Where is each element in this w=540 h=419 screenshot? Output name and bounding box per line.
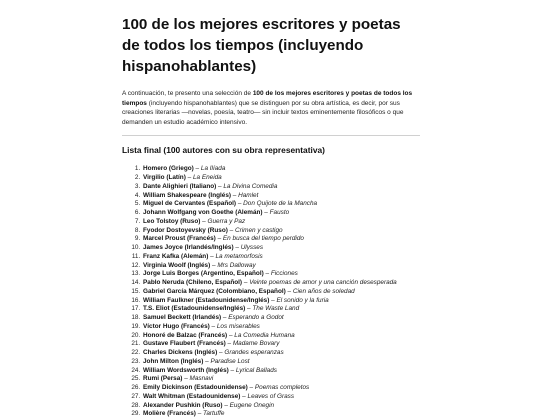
- work-title: Paradise Lost: [210, 357, 250, 365]
- work-title: Lyrical Ballads: [235, 366, 277, 374]
- work-title: La Eneida: [192, 174, 222, 182]
- author-name: Walt Whitman (Estadounidense): [143, 392, 241, 400]
- author-name: Marcel Proust (Francés): [143, 235, 216, 243]
- author-name: Homero (Griego): [143, 165, 194, 173]
- dash-separator: –: [247, 384, 255, 392]
- list-item: [142, 209, 420, 218]
- work-title: Eugene Onegin: [229, 401, 275, 409]
- dash-separator: –: [231, 191, 239, 199]
- author-name: Alexander Pushkin (Ruso): [143, 401, 223, 409]
- intro-paragraph: [122, 89, 420, 127]
- dash-separator: –: [200, 217, 208, 225]
- work-title: Tartuffe: [203, 410, 225, 418]
- dash-separator: –: [193, 165, 201, 173]
- intro-text-start: A continuación, te presento una selección de: [122, 90, 253, 97]
- intro-text-bold: 100 de los mejores escritores y poetas de todos los tiempos: [122, 90, 413, 107]
- author-name: Molière (Francés): [143, 410, 196, 418]
- list-item: [142, 270, 420, 279]
- work-title: Mrs Dalloway: [217, 261, 256, 269]
- list-item: [142, 262, 420, 271]
- author-name: Gabriel García Márquez (Colombiano, Español): [143, 287, 286, 295]
- work-title: Veinte poemas de amor y una canción desesperada: [249, 279, 397, 287]
- work-title: La Ilíada: [200, 165, 226, 173]
- dash-separator: –: [217, 349, 225, 357]
- list-item: [142, 218, 420, 227]
- dash-separator: –: [203, 357, 211, 365]
- work-title: La metamorfosis: [215, 252, 263, 260]
- dash-separator: –: [210, 261, 218, 269]
- author-name: Jorge Luis Borges (Argentino, Español): [143, 270, 264, 278]
- list-item: [142, 332, 420, 341]
- list-item: [142, 323, 420, 332]
- dash-separator: –: [228, 366, 236, 374]
- work-title: Madame Bovary: [232, 340, 280, 348]
- author-name: Víctor Hugo (Francés): [143, 322, 210, 330]
- author-name: Franz Kafka (Alemán): [143, 252, 209, 260]
- author-name: Fyodor Dostoyevsky (Ruso): [143, 226, 228, 234]
- work-title: Cien años de soledad: [292, 287, 355, 295]
- list-heading: Lista final (100 autores con su obra representativa): [122, 145, 325, 156]
- list-item: [142, 227, 420, 236]
- author-name: Gustave Flaubert (Francés): [143, 340, 226, 348]
- list-item: [142, 165, 420, 174]
- list-item: [142, 384, 420, 393]
- section-divider: [122, 135, 420, 136]
- list-item: [142, 340, 420, 349]
- work-title: Ulysses: [240, 244, 264, 252]
- dash-separator: –: [182, 375, 190, 383]
- work-title: El sonido y la furia: [276, 296, 329, 304]
- author-name: Leo Tolstoy (Ruso): [143, 217, 201, 225]
- author-name: Rumi (Persa): [143, 375, 183, 383]
- author-list: [122, 165, 420, 419]
- list-item: [142, 393, 420, 402]
- work-title: En busca del tiempo perdido: [222, 235, 304, 243]
- author-name: Samuel Beckett (Irlandés): [143, 314, 222, 322]
- dash-separator: –: [225, 340, 233, 348]
- list-item: [142, 244, 420, 253]
- author-name: William Wordsworth (Inglés): [143, 366, 229, 374]
- author-name: T.S. Eliot (Estadounidense/Inglés): [143, 305, 246, 313]
- dash-separator: –: [269, 296, 277, 304]
- list-item: [142, 349, 420, 358]
- dash-separator: –: [221, 314, 229, 322]
- list-item: [142, 183, 420, 192]
- author-name: Charles Dickens (Inglés): [143, 349, 218, 357]
- work-title: Hamlet: [238, 191, 259, 199]
- list-item: [142, 288, 420, 297]
- dash-separator: –: [242, 279, 250, 287]
- work-title: Grandes esperanzas: [224, 349, 284, 357]
- work-title: Esperando a Godot: [228, 314, 284, 322]
- dash-separator: –: [240, 392, 248, 400]
- work-title: Guerra y Paz: [207, 217, 246, 225]
- list-item: [142, 314, 420, 323]
- work-title: Masnavi: [189, 375, 214, 383]
- author-name: Dante Alighieri (Italiano): [143, 182, 217, 190]
- dash-separator: –: [185, 174, 193, 182]
- list-item: [142, 279, 420, 288]
- work-title: La Divina Comedia: [223, 182, 278, 190]
- list-item: [142, 297, 420, 306]
- dash-separator: –: [245, 305, 253, 313]
- author-name: Virginia Woolf (Inglés): [143, 261, 211, 269]
- work-title: Leaves of Grass: [247, 392, 295, 400]
- list-item: [142, 235, 420, 244]
- dash-separator: –: [262, 209, 270, 217]
- list-item: [142, 410, 420, 419]
- author-name: William Shakespeare (Inglés): [143, 191, 232, 199]
- dash-separator: –: [227, 226, 235, 234]
- article: [122, 14, 420, 419]
- dash-separator: –: [227, 331, 235, 339]
- author-name: Miguel de Cervantes (Español): [143, 200, 237, 208]
- work-title: Ficciones: [270, 270, 298, 278]
- list-item: [142, 253, 420, 262]
- list-item: [142, 200, 420, 209]
- list-item: [142, 375, 420, 384]
- dash-separator: –: [208, 252, 216, 260]
- list-item: [142, 367, 420, 376]
- dash-separator: –: [195, 410, 204, 418]
- dash-separator: –: [215, 235, 223, 243]
- author-name: James Joyce (Irlandés/Inglés): [143, 244, 234, 252]
- list-item: [142, 174, 420, 183]
- work-title: La Comedia Humana: [234, 331, 295, 339]
- author-name: Johann Wolfgang von Goethe (Alemán): [143, 209, 263, 217]
- dash-separator: –: [209, 322, 217, 330]
- author-name: Virgilio (Latín): [143, 174, 186, 182]
- work-title: Crimen y castigo: [234, 226, 283, 234]
- list-item: [142, 305, 420, 314]
- list-item: [142, 192, 420, 201]
- list-item: [142, 358, 420, 367]
- dash-separator: –: [285, 287, 293, 295]
- author-name: William Faulkner (Estadounidense/Inglés): [143, 296, 270, 304]
- list-item: [142, 402, 420, 411]
- dash-separator: –: [216, 182, 224, 190]
- dash-separator: –: [236, 200, 244, 208]
- author-name: John Milton (Inglés): [143, 357, 204, 365]
- intro-text-end: (incluyendo hispanohablantes) que se distinguen por su obra artística, es decir, por sus creaciones literarias —novelas, poesía, teatro— sin incluir textos eminentemente filosóficos o que demanden un estudio académico intensivo.: [122, 99, 404, 126]
- work-title: Los miserables: [216, 322, 260, 330]
- dash-separator: –: [233, 244, 241, 252]
- author-name: Honoré de Balzac (Francés): [143, 331, 228, 339]
- work-title: Poemas completos: [254, 384, 310, 392]
- work-title: Don Quijote de la Mancha: [243, 200, 318, 208]
- page-title: 100 de los mejores escritores y poetas de todos los tiempos (incluyendo hispanohablantes): [122, 16, 401, 75]
- work-title: Fausto: [269, 209, 290, 217]
- work-title: The Waste Land: [252, 305, 300, 313]
- dash-separator: –: [222, 401, 230, 409]
- author-name: Emily Dickinson (Estadounidense): [143, 384, 248, 392]
- dash-separator: –: [263, 270, 271, 278]
- author-name: Pablo Neruda (Chileno, Español): [143, 279, 243, 287]
